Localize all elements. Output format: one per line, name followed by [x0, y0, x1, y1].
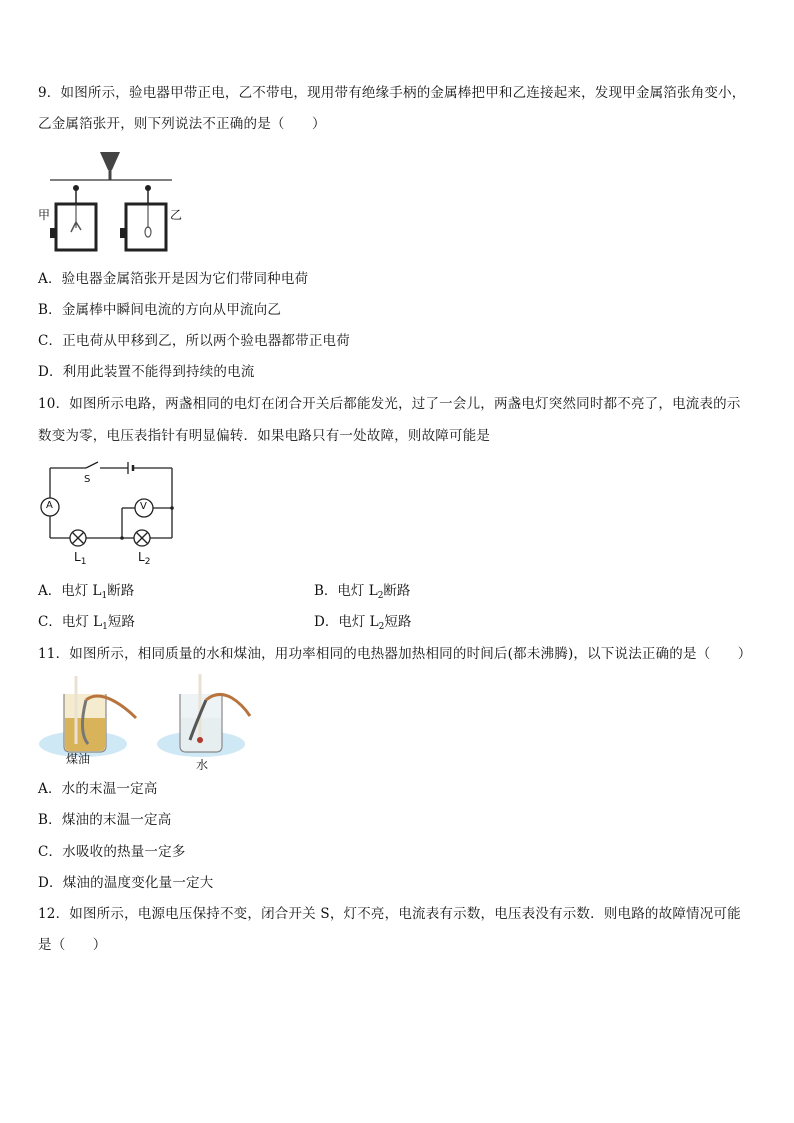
q9-option-d: D．利用此装置不能得到持续的电流: [38, 364, 255, 380]
ammeter-label: A: [46, 500, 53, 511]
q9-option-b: B．金属棒中瞬间电流的方向从甲流向乙: [38, 302, 282, 318]
label-yi: 乙: [170, 208, 183, 222]
q10-stem-line1: 10．如图所示电路，两盏相同的电灯在闭合开关后都能发光，过了一会儿，两盏电灯突然同时都不亮了，电流表的示: [38, 396, 741, 412]
q11-option-c: C．水吸收的热量一定多: [38, 844, 186, 860]
q11-option-a: A．水的末温一定高: [38, 781, 158, 797]
q10-stem-line2: 数变为零，电压表指针有明显偏转．如果电路只有一处故障，则故障可能是: [38, 428, 491, 444]
electroscope-figure: [38, 148, 183, 258]
q9-option-c: C．正电荷从甲移到乙，所以两个验电器都带正电荷: [38, 333, 350, 349]
voltmeter-label: V: [140, 501, 147, 512]
heating-beakers-figure: [38, 672, 258, 772]
circuit-figure-q10: [38, 458, 178, 568]
q10-option-b: B．电灯 $L_2$断路: [314, 583, 411, 601]
q9-stem-line2: 乙金属箔张开，则下列说法不正确的是（ ）: [38, 116, 326, 132]
q12-stem-line2: 是（ ）: [38, 937, 107, 953]
q9-stem-line1: 9．如图所示，验电器甲带正电，乙不带电，现用带有绝缘手柄的金属棒把甲和乙连接起来，发现甲金属箔张角变小，: [38, 85, 746, 101]
q9-option-a: A．验电器金属箔张开是因为它们带同种电荷: [38, 271, 309, 287]
q11-stem-line1: 11．如图所示，相同质量的水和煤油，用功率相同的电热器加热相同的时间后(都未沸腾)，以下说法正确的是（ ）: [38, 646, 752, 662]
label-water: 水: [196, 758, 209, 772]
q11-option-b: B．煤油的末温一定高: [38, 812, 172, 828]
label-jia: 甲: [38, 208, 51, 222]
q10-option-c: C．电灯 $L_1$短路: [38, 614, 135, 632]
q12-stem-line1: 12．如图所示，电源电压保持不变，闭合开关 S，灯不亮，电流表有示数，电压表没有示数．则电路的故障情况可能: [38, 906, 741, 922]
q11-option-d: D．煤油的温度变化量一定大: [38, 875, 214, 891]
lamp1-label: $L_1$: [74, 550, 87, 567]
lamp2-label: $L_2$: [138, 550, 151, 567]
label-kerosene: 煤油: [66, 752, 91, 766]
q10-option-a: A．电灯 $L_1$断路: [38, 583, 135, 601]
switch-label: S: [84, 474, 91, 485]
q10-option-d: D．电灯 $L_2$短路: [314, 614, 412, 632]
